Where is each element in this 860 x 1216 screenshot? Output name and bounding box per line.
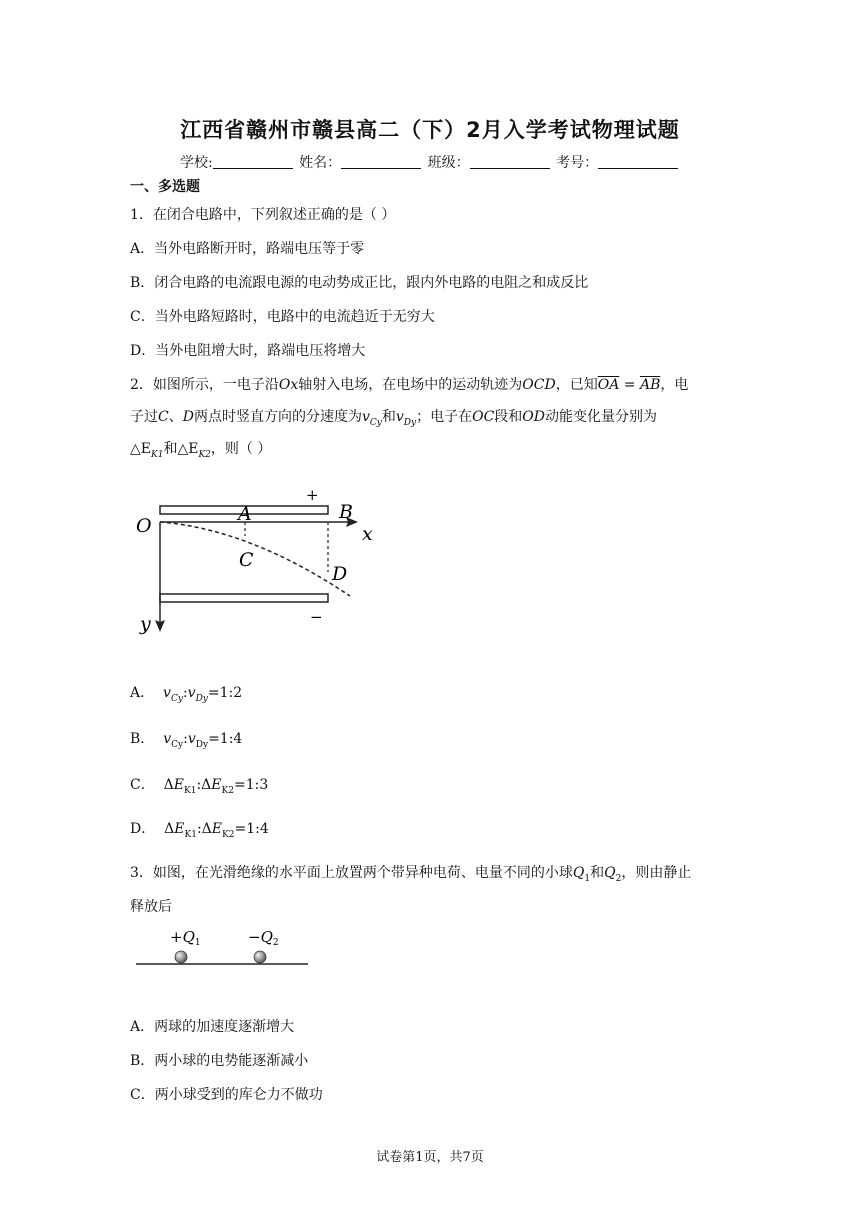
section-heading: 一、多选题 — [130, 179, 200, 195]
colon: : — [182, 685, 188, 701]
q1-option-c: C．当外电路短路时，电路中的电流趋近于无穷大 — [130, 309, 435, 325]
q2-stem-line2 — [130, 406, 657, 428]
q1-stem: 1．在闭合电路中，下列叙述正确的是（ ） — [130, 207, 396, 223]
text: 、 — [168, 409, 183, 425]
ratio: =1:4 — [208, 731, 243, 747]
page-footer: 试卷第1页，共7页 — [376, 1150, 484, 1165]
sub-k2: K2 — [221, 785, 234, 796]
var-e: E — [174, 821, 185, 837]
page-title: 江西省赣州市赣县高二（下）2月入学考试物理试题 — [180, 118, 680, 142]
var-v: v — [361, 409, 370, 425]
delta: Δ — [163, 777, 174, 793]
q3-option-b: B．两小球的电势能逐渐减小 — [130, 1053, 309, 1069]
delta: Δ — [201, 777, 212, 793]
sub-k2: K2 — [198, 449, 211, 460]
var-ocd: OCD — [522, 377, 556, 393]
delta: Δ — [164, 821, 175, 837]
delta-e: △E — [130, 441, 151, 457]
sub-cy: Cy — [171, 739, 184, 750]
exam-number-blank[interactable] — [598, 154, 678, 169]
var-c: C — [158, 409, 169, 425]
sub-dy: Dy — [195, 739, 209, 750]
var-ox: Ox — [278, 377, 299, 393]
option-label: B． — [130, 731, 155, 747]
q2-stem-line1 — [130, 374, 688, 394]
trajectory-curve — [160, 522, 350, 596]
var-q: Q — [604, 865, 616, 881]
bottom-plate — [160, 594, 328, 602]
option-label: C． — [130, 777, 155, 793]
text: ；电子在 — [416, 409, 473, 425]
plus-label: + — [306, 486, 319, 504]
sub-dy: Dy — [403, 417, 417, 428]
q2-option-b — [130, 728, 242, 750]
text: 段和 — [494, 409, 523, 425]
student-info-line — [180, 152, 680, 172]
sub-dy: Dy — [195, 693, 208, 704]
q3-option-a: A．两球的加速度逐渐增大 — [130, 1019, 295, 1035]
name-label: 姓名： — [299, 155, 342, 171]
ratio: =1:4 — [234, 821, 269, 837]
option-label: A． — [130, 685, 155, 701]
name-blank[interactable] — [341, 154, 421, 169]
q1-option-a: A．当外电路断开时，路端电压等于零 — [130, 241, 365, 257]
var-v: v — [187, 685, 196, 701]
var-oc: OC — [472, 409, 495, 425]
segment-oa: $\overline{OA}$ — [597, 377, 620, 393]
sub-k1: K1 — [184, 829, 197, 840]
q3-stem-line2: 释放后 — [130, 899, 172, 915]
ratio: =1:2 — [207, 685, 243, 701]
var-v: v — [187, 731, 196, 747]
var-d: D — [182, 409, 194, 425]
sub-k1: K1 — [151, 449, 164, 460]
label-d: D — [332, 563, 348, 585]
var-e: E — [211, 777, 222, 793]
q2-option-d — [130, 818, 269, 840]
text: ，已知 — [555, 377, 598, 393]
delta-e: △E — [177, 441, 199, 457]
text: 动能变化量分别为 — [545, 409, 657, 425]
option-label: D． — [130, 821, 156, 837]
colon: : — [196, 777, 202, 793]
ball-q1 — [175, 951, 187, 963]
var-v: v — [163, 685, 171, 701]
text: ，则由静止 — [621, 865, 692, 881]
label-y: y — [140, 613, 151, 635]
q3-option-c: C．两小球受到的库仑力不做功 — [130, 1087, 323, 1103]
exam-number-label: 考号： — [556, 155, 599, 171]
equals: = — [619, 377, 640, 393]
label-o: O — [136, 515, 152, 537]
text: 和 — [381, 409, 396, 425]
var-od: OD — [522, 409, 545, 425]
text: 两点时竖直方向的分速度为 — [193, 409, 362, 425]
ball-q2 — [254, 951, 266, 963]
capacitor-figure — [130, 484, 390, 640]
label-b: B — [339, 501, 353, 523]
minus-label: − — [310, 608, 323, 626]
school-blank[interactable] — [213, 154, 293, 169]
var-v: v — [395, 409, 404, 425]
ratio: =1:3 — [233, 777, 269, 793]
colon: : — [196, 821, 202, 837]
text: 子过 — [130, 409, 158, 425]
label-x: x — [362, 523, 373, 545]
class-label: 班级： — [427, 155, 470, 171]
school-label: 学校: — [180, 155, 213, 171]
q3-stem-line1 — [130, 862, 691, 884]
text: 和 — [163, 441, 178, 457]
text: 和 — [590, 865, 605, 881]
var-v: v — [163, 731, 172, 747]
var-e: E — [173, 777, 184, 793]
delta: Δ — [201, 821, 212, 837]
sub-1: 1 — [584, 873, 591, 884]
q2-option-c — [130, 774, 268, 796]
var-q: Q — [572, 865, 585, 881]
segment-ab: $\overline{AB}$ — [639, 377, 661, 393]
sub-k1: K1 — [183, 785, 197, 796]
q2-stem-line3 — [130, 438, 271, 460]
label-c: C — [239, 549, 254, 571]
q1-option-b: B．闭合电路的电流跟电源的电动势成正比，跟内外电路的电阻之和成反比 — [130, 275, 589, 291]
text: 2．如图所示，一电子沿 — [130, 377, 279, 393]
q2-label: $-Q_2$ — [248, 928, 279, 948]
sub-cy: Cy — [170, 693, 183, 704]
q1-label: $+Q_1$ — [170, 928, 201, 948]
var-e: E — [211, 821, 223, 837]
q2-option-a — [130, 682, 242, 704]
q1-option-d: D．当外电阻增大时，路端电压将增大 — [130, 343, 366, 359]
label-a: A — [238, 503, 252, 525]
sub-2: 2 — [615, 873, 622, 884]
class-blank[interactable] — [470, 154, 550, 169]
text: ，电 — [660, 377, 689, 393]
text: ，则（ ） — [210, 441, 272, 457]
sub-k2: K2 — [222, 829, 235, 840]
text: 3．如图，在光滑绝缘的水平面上放置两个带异种电荷、电量不同的小球 — [130, 865, 573, 881]
sub-cy: Cy — [369, 417, 382, 428]
charges-figure — [132, 926, 312, 970]
colon: : — [183, 731, 188, 747]
text: 轴射入电场，在电场中的运动轨迹为 — [298, 377, 523, 393]
